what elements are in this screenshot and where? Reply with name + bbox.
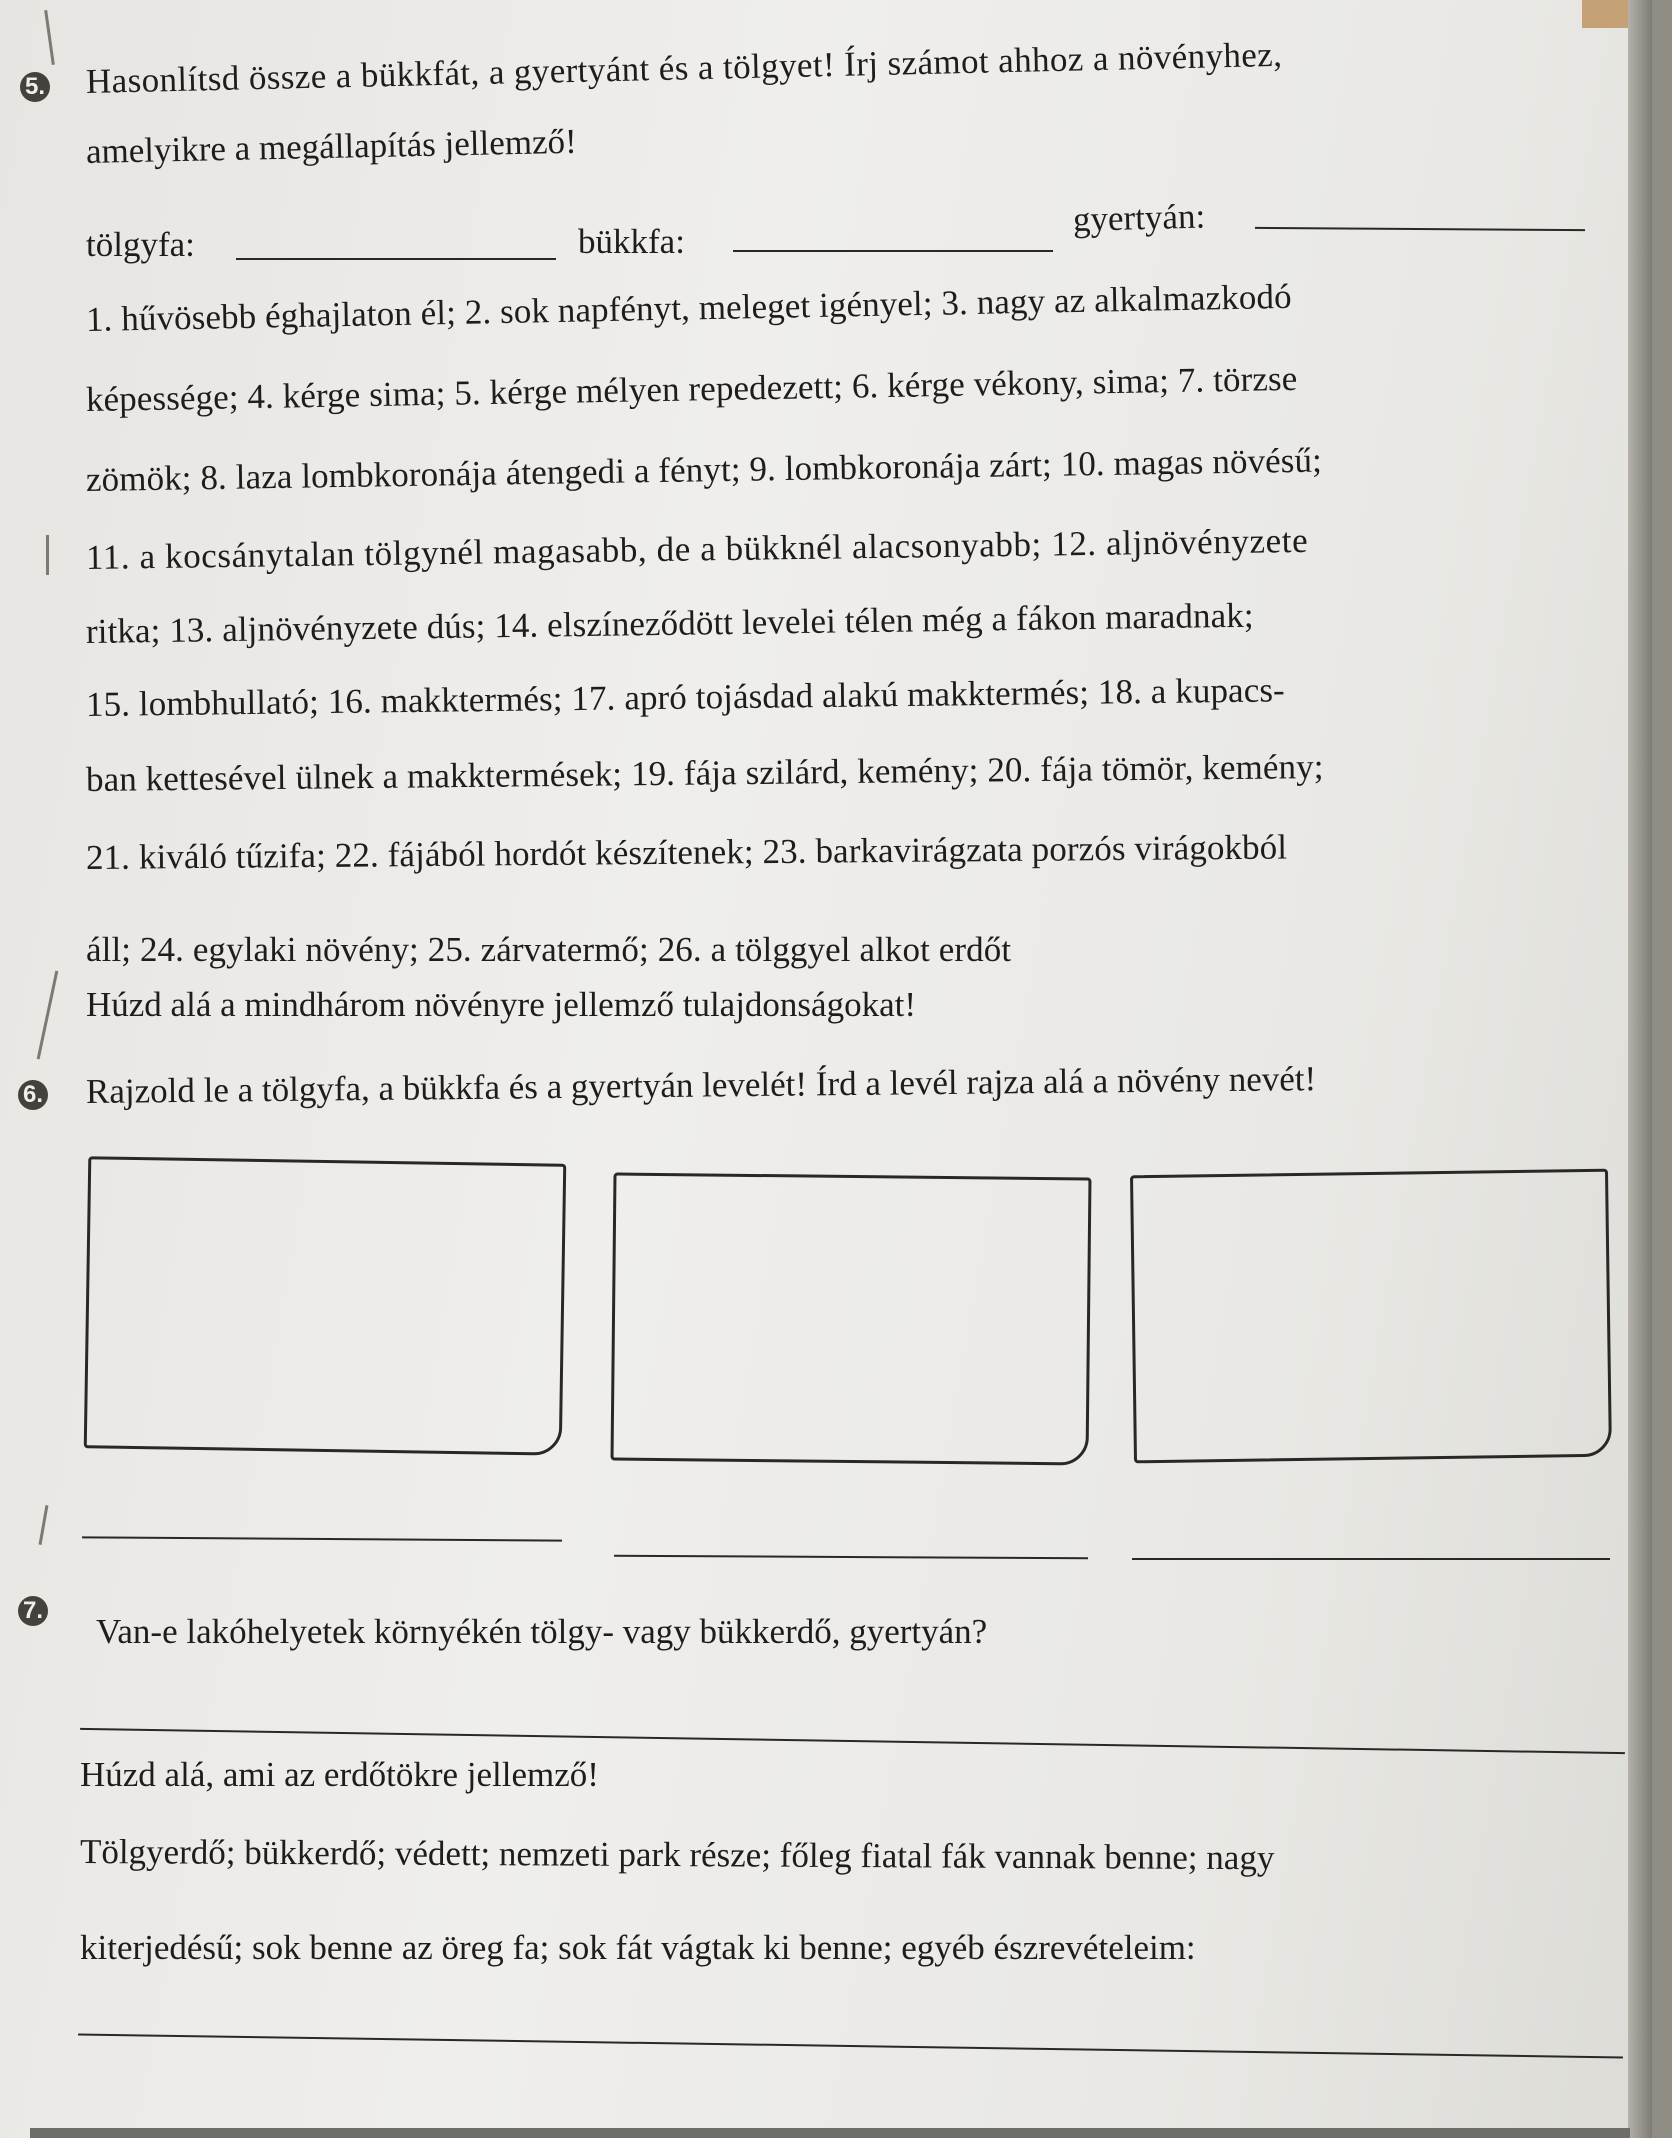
exercise-7-question: Van-e lakóhelyetek környékén tölgy- vagy bükkerdő, gyertyán? bbox=[96, 1612, 988, 1651]
leaf-drawing-box-3[interactable] bbox=[1130, 1169, 1612, 1464]
exercise-7-answer-field[interactable] bbox=[80, 1728, 1625, 1754]
exercise-5-underline-task: Húzd alá a mindhárom növényre jellemző tulajdonságokat! bbox=[86, 985, 917, 1024]
label-gyertyan: gyertyán: bbox=[1072, 196, 1206, 239]
property-line-2: képessége; 4. kérge sima; 5. kérge mélyen repedezett; 6. kérge vékony, sima; 7. törzse bbox=[85, 358, 1298, 419]
property-line-1: 1. hűvösebb éghajlaton él; 2. sok napfényt, meleget igényel; 3. nagy az alkalmazkodó bbox=[85, 276, 1292, 339]
property-line-3: zömök; 8. laza lombkoronája átengedi a fényt; 9. lombkoronája zárt; 10. magas növésű; bbox=[85, 440, 1323, 499]
exercise-7-options-1: Tölgyerdő; bükkerdő; védett; nemzeti park része; főleg fiatal fák vannak benne; nagy bbox=[79, 1832, 1275, 1878]
leaf-name-field-2[interactable] bbox=[614, 1555, 1088, 1559]
property-line-7: ban kettesével ülnek a makktermések; 19. fája szilárd, kemény; 20. fája tömör, kemény; bbox=[85, 747, 1324, 799]
label-bukkfa: bükkfa: bbox=[578, 222, 685, 261]
observations-answer-field[interactable] bbox=[78, 2034, 1623, 2059]
property-line-4: 11. a kocsánytalan tölgynél magasabb, de a bükknél alacsonyabb; 12. aljnövényzete bbox=[85, 520, 1309, 577]
bottom-edge bbox=[30, 2128, 1630, 2138]
exercise-7-underline-task: Húzd alá, ami az erdőtökre jellemző! bbox=[80, 1755, 599, 1794]
property-line-5: ritka; 13. aljnövényzete dús; 14. elszíneződött levelei télen még a fákon maradnak; bbox=[85, 595, 1254, 651]
exercise-7-options-2: kiterjedésű; sok benne az öreg fa; sok fát vágtak ki benne; egyéb észrevételeim: bbox=[80, 1928, 1196, 1967]
margin-mark bbox=[39, 1505, 49, 1545]
margin-mark bbox=[37, 971, 59, 1060]
margin-mark bbox=[44, 10, 55, 65]
leaf-name-field-3[interactable] bbox=[1132, 1558, 1610, 1560]
leaf-drawing-box-1[interactable] bbox=[84, 1156, 567, 1455]
leaf-name-field-1[interactable] bbox=[82, 1536, 562, 1541]
bukkfa-answer-field[interactable] bbox=[733, 250, 1053, 252]
property-line-8: 21. kiváló tűzifa; 22. fájából hordót készítenek; 23. barkavirágzata porzós virágokból bbox=[85, 827, 1288, 877]
exercise-7-number: 7. bbox=[18, 1596, 48, 1626]
exercise-5-instruction-2: amelyikre a megállapítás jellemző! bbox=[85, 121, 578, 171]
gyertyan-answer-field[interactable] bbox=[1255, 227, 1585, 231]
page-edge bbox=[1628, 0, 1652, 2138]
exercise-6-number: 6. bbox=[18, 1080, 48, 1110]
exercise-5-number: 5. bbox=[20, 72, 50, 102]
tolgyfa-answer-field[interactable] bbox=[236, 258, 556, 260]
margin-mark bbox=[46, 535, 49, 575]
exercise-5-instruction: Hasonlítsd össze a bükkfát, a gyertyánt és a tölgyet! Írj számot ahhoz a növényhez, bbox=[85, 34, 1283, 101]
leaf-drawing-box-2[interactable] bbox=[611, 1173, 1092, 1466]
property-line-6: 15. lombhullató; 16. makktermés; 17. apró tojásdad alakú makktermés; 18. a kupacs- bbox=[85, 670, 1286, 724]
property-line-9: áll; 24. egylaki növény; 25. zárvatermő; 26. a tölggyel alkot erdőt bbox=[86, 930, 1012, 969]
exercise-6-instruction: Rajzold le a tölgyfa, a bükkfa és a gyertyán levelét! Írd a levél rajza alá a növény nevét! bbox=[85, 1059, 1317, 1111]
label-tolgyfa: tölgyfa: bbox=[86, 225, 195, 264]
